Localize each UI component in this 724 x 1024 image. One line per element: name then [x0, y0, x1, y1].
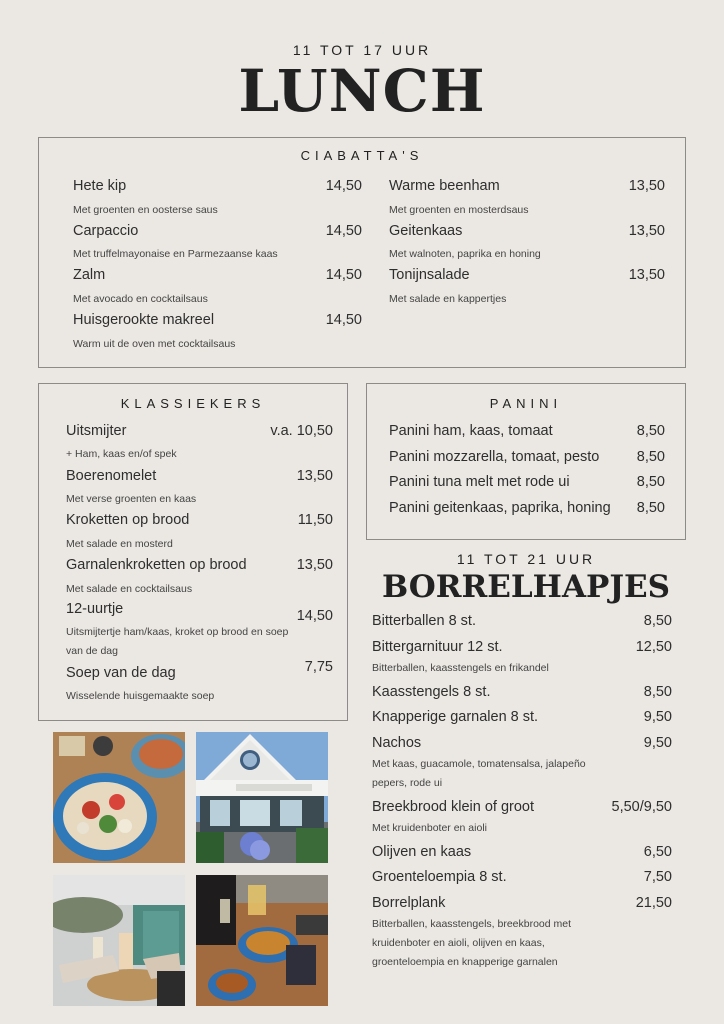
klassiekers-title: KLASSIEKERS	[120, 396, 266, 411]
menu-item-name: Olijven en kaas	[372, 844, 472, 860]
menu-item-name: Soep van de dag	[66, 665, 176, 681]
menu-item-price: 13,50	[628, 223, 665, 239]
menu-item-name: Warme beenham	[389, 178, 500, 194]
menu-item-name: Borrelplank	[372, 895, 446, 911]
menu-item-price: 13,50	[628, 178, 665, 194]
menu-item-desc: Met salade en cocktailsaus	[66, 583, 193, 595]
menu-item-price: 9,50	[643, 709, 672, 725]
menu-item-desc: Met kaas, guacamole, tomatensalsa, jalapeño pepers, rode ui	[372, 758, 586, 789]
menu-item-desc: Met walnoten, paprika en honing	[389, 248, 541, 260]
menu-item-price: 13,50	[296, 468, 333, 484]
menu-item-name: Garnalenkroketten op brood	[66, 557, 247, 573]
menu-item-name: Kroketten op brood	[66, 512, 190, 528]
menu-item-price: v.a. 10,50	[270, 423, 333, 439]
menu-item-price: 7,75	[304, 659, 333, 675]
menu-item-price: 13,50	[296, 557, 333, 573]
menu-item-desc: Bitterballen, kaasstengels, breekbrood met kruidenboter en aioli, olijven en kaas, groenteloempia en knapperige garnalen	[372, 918, 572, 968]
menu-item-name: Carpaccio	[73, 223, 139, 239]
menu-item-name: Uitsmijter	[66, 423, 127, 439]
menu-item-name: Panini tuna melt met rode ui	[389, 474, 570, 490]
menu-item-price: 8,50	[636, 500, 665, 516]
menu-item-price: 14,50	[325, 178, 362, 194]
menu-item-desc: + Ham, kaas en/of spek	[66, 448, 177, 460]
menu-item-name: Groenteloempia 8 st.	[372, 869, 507, 885]
menu-item-price: 5,50/9,50	[611, 799, 672, 815]
menu-item-name: Tonijnsalade	[389, 267, 470, 283]
klassiekers-section	[38, 383, 348, 721]
menu-item-price: 9,50	[643, 735, 672, 751]
menu-item-desc: Met groenten en mosterdsaus	[389, 204, 529, 216]
menu-item-desc: Warm uit de oven met cocktailsaus	[73, 338, 236, 350]
menu-item-name: 12-uurtje	[66, 601, 124, 617]
menu-item-name: Boerenomelet	[66, 468, 157, 484]
menu-item-desc: Met salade en kappertjes	[389, 293, 507, 305]
menu-item-name: Nachos	[372, 735, 422, 751]
menu-item-price: 14,50	[296, 608, 333, 624]
menu-item-name: Bitterballen 8 st.	[372, 613, 476, 629]
photo-table-snacks	[196, 875, 328, 1006]
menu-item-price: 14,50	[325, 223, 362, 239]
menu-item-name: Knapperige garnalen 8 st.	[372, 709, 539, 725]
borrel-list	[372, 0, 672, 1024]
menu-item-name: Panini ham, kaas, tomaat	[389, 423, 553, 439]
menu-item-desc: Met kruidenboter en aioli	[372, 822, 487, 834]
menu-item-price: 8,50	[643, 684, 672, 700]
menu-item-desc: Met truffelmayonaise en Parmezaanse kaas	[73, 248, 278, 260]
menu-item-price: 11,50	[297, 512, 333, 528]
lunch-title: LUNCH	[238, 57, 486, 125]
photo-restaurant-building	[196, 732, 328, 863]
menu-item-name: Hete kip	[73, 178, 127, 194]
photo-terrace-drinks	[53, 875, 185, 1006]
borrel-hours: 11 TOT 21 UUR	[456, 551, 596, 567]
menu-item-price: 12,50	[635, 639, 672, 655]
lunch-hours: 11 TOT 17 UUR	[292, 42, 432, 58]
menu-item-name: Breekbrood klein of groot	[372, 799, 535, 815]
menu-item-name: Panini geitenkaas, paprika, honing	[389, 500, 611, 516]
menu-item-desc: Bitterballen, kaasstengels en frikandel	[372, 662, 549, 674]
menu-item-price: 7,50	[643, 869, 672, 885]
menu-item-price: 14,50	[325, 312, 362, 328]
menu-item-desc: Uitsmijtertje ham/kaas, kroket op brood en soep van de dag	[66, 626, 289, 657]
menu-item-desc: Met groenten en oosterse saus	[73, 204, 218, 216]
menu-item-desc: Met avocado en cocktailsaus	[73, 293, 208, 305]
menu-item-desc: Met salade en mosterd	[66, 538, 173, 550]
borrel-title: BORRELHAPJES	[381, 569, 671, 605]
menu-item-name: Geitenkaas	[389, 223, 463, 239]
menu-item-price: 21,50	[635, 895, 672, 911]
menu-item-price: 14,50	[325, 267, 362, 283]
ciabatta-title: CIABATTA'S	[300, 148, 424, 163]
menu-item-price: 8,50	[636, 474, 665, 490]
panini-title: PANINI	[489, 396, 563, 411]
menu-item-price: 8,50	[636, 423, 665, 439]
menu-item-price: 6,50	[643, 844, 672, 860]
menu-item-price: 8,50	[643, 613, 672, 629]
menu-item-name: Panini mozzarella, tomaat, pesto	[389, 449, 600, 465]
menu-item-desc: Wisselende huisgemaakte soep	[66, 690, 215, 702]
menu-item-name: Kaasstengels 8 st.	[372, 684, 491, 700]
menu-item-desc: Met verse groenten en kaas	[66, 493, 197, 505]
menu-item-price: 13,50	[628, 267, 665, 283]
photo-food-plate	[53, 732, 185, 863]
menu-item-price: 8,50	[636, 449, 665, 465]
menu-item-name: Zalm	[73, 267, 106, 283]
menu-item-name: Bittergarnituur 12 st.	[372, 639, 503, 655]
menu-item-name: Huisgerookte makreel	[73, 312, 215, 328]
